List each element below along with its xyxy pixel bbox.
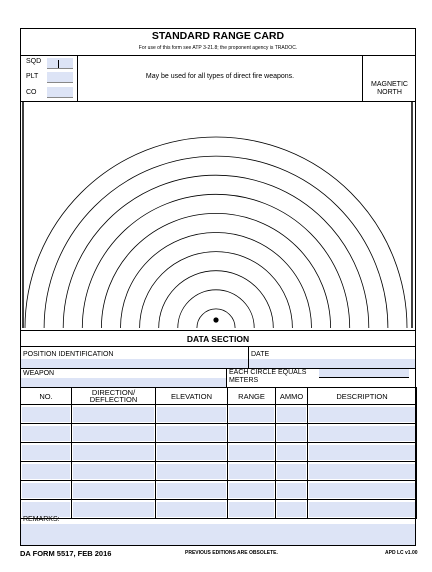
each-circle-field[interactable] <box>319 369 409 378</box>
magnetic-north-label <box>363 81 416 97</box>
cell-range[interactable] <box>228 443 276 462</box>
table-row <box>21 500 417 519</box>
each-circle-line2: METERS <box>229 377 259 384</box>
north-line1: MAGNETIC <box>371 81 408 88</box>
circle-divider <box>226 369 227 388</box>
cell-field[interactable] <box>73 502 154 517</box>
cell-field[interactable] <box>229 464 274 479</box>
remarks-label: REMARKS: <box>23 516 60 523</box>
cell-direction[interactable] <box>72 481 156 500</box>
co-label: CO <box>26 89 37 96</box>
north-line2: NORTH <box>377 89 402 96</box>
weapon-field[interactable] <box>21 378 226 387</box>
table-row <box>21 405 417 424</box>
remarks-field[interactable] <box>21 524 415 545</box>
cell-range[interactable] <box>228 500 276 519</box>
cell-field[interactable] <box>73 445 154 460</box>
cell-field[interactable] <box>73 483 154 498</box>
cell-description[interactable] <box>308 481 417 500</box>
cell-field[interactable] <box>22 464 70 479</box>
cell-no[interactable] <box>21 462 72 481</box>
range-rings-svg <box>20 102 416 330</box>
cell-field[interactable] <box>22 502 70 517</box>
cell-description[interactable] <box>308 443 417 462</box>
cell-elevation[interactable] <box>156 500 228 519</box>
table-row <box>21 443 417 462</box>
data-table <box>20 387 416 519</box>
date-field[interactable] <box>249 359 415 368</box>
cell-range[interactable] <box>228 405 276 424</box>
cell-field[interactable] <box>229 483 274 498</box>
cell-field[interactable] <box>309 483 415 498</box>
cell-field[interactable] <box>277 426 306 441</box>
cell-field[interactable] <box>277 483 306 498</box>
cell-ammo[interactable] <box>276 443 308 462</box>
table-row <box>21 481 417 500</box>
date-label: DATE <box>251 351 270 358</box>
cell-field[interactable] <box>157 464 226 479</box>
table-header-row <box>21 388 417 405</box>
cell-no[interactable] <box>21 443 72 462</box>
cell-field[interactable] <box>229 502 274 517</box>
col-elevation-header: ELEVATION <box>156 388 228 405</box>
cell-elevation[interactable] <box>156 462 228 481</box>
cell-range[interactable] <box>228 462 276 481</box>
footer-previous-editions: PREVIOUS EDITIONS ARE OBSOLETE. <box>185 550 278 556</box>
cell-direction[interactable] <box>72 424 156 443</box>
cell-field[interactable] <box>22 483 70 498</box>
table-body <box>21 405 417 519</box>
cell-field[interactable] <box>73 407 154 422</box>
each-circle-label <box>229 369 306 385</box>
cell-field[interactable] <box>157 407 226 422</box>
cell-ammo[interactable] <box>276 500 308 519</box>
position-id-label: POSITION IDENTIFICATION <box>23 351 114 358</box>
cell-field[interactable] <box>229 407 274 422</box>
cell-field[interactable] <box>157 426 226 441</box>
cell-ammo[interactable] <box>276 405 308 424</box>
form-title: STANDARD RANGE CARD <box>151 30 285 42</box>
cell-ammo[interactable] <box>276 462 308 481</box>
cell-direction[interactable] <box>72 405 156 424</box>
col-ammo-header: AMMO <box>276 388 308 405</box>
center-dot <box>213 317 218 322</box>
cell-description[interactable] <box>308 500 417 519</box>
cell-field[interactable] <box>73 426 154 441</box>
cell-field[interactable] <box>277 407 306 422</box>
table-row <box>21 424 417 443</box>
cell-direction[interactable] <box>72 462 156 481</box>
data-section-title: DATA SECTION <box>186 334 250 344</box>
cell-elevation[interactable] <box>156 424 228 443</box>
weapon-label: WEAPON <box>23 370 55 377</box>
plt-label: PLT <box>26 73 39 80</box>
cell-field[interactable] <box>277 464 306 479</box>
position-id-field[interactable] <box>21 359 248 368</box>
col-direction-header: DIRECTION/ DEFLECTION <box>72 388 156 405</box>
plt-field[interactable] <box>47 72 73 83</box>
range-ring-5 <box>121 233 312 328</box>
cell-no[interactable] <box>21 405 72 424</box>
col-range-header: RANGE <box>228 388 276 405</box>
cell-ammo[interactable] <box>276 481 308 500</box>
cell-field[interactable] <box>309 464 415 479</box>
cell-field[interactable] <box>157 483 226 498</box>
cell-description[interactable] <box>308 462 417 481</box>
col-description-header: DESCRIPTION <box>308 388 417 405</box>
cell-elevation[interactable] <box>156 405 228 424</box>
cell-field[interactable] <box>309 407 415 422</box>
table-row <box>21 462 417 481</box>
weapon-note: May be used for all types of direct fire weapons. <box>145 73 295 80</box>
co-field[interactable] <box>47 87 73 98</box>
sqd-cursor <box>58 60 59 68</box>
cell-elevation[interactable] <box>156 443 228 462</box>
cell-field[interactable] <box>22 407 70 422</box>
range-ring-9 <box>44 156 388 328</box>
each-circle-line1: EACH CIRCLE EQUALS <box>229 369 307 376</box>
cell-field[interactable] <box>73 464 154 479</box>
cell-field[interactable] <box>277 502 306 517</box>
cell-ammo[interactable] <box>276 424 308 443</box>
cell-field[interactable] <box>22 426 70 441</box>
cell-field[interactable] <box>277 445 306 460</box>
cell-field[interactable] <box>309 426 415 441</box>
cell-no[interactable] <box>21 481 72 500</box>
cell-no[interactable] <box>21 424 72 443</box>
footer-form-id: DA FORM 5517, FEB 2016 <box>20 549 112 558</box>
range-rings <box>25 137 407 328</box>
range-data-table <box>20 387 417 519</box>
cell-direction[interactable] <box>72 500 156 519</box>
cell-elevation[interactable] <box>156 481 228 500</box>
form-subtitle: For use of this form see ATP 3-21.8; the proponent agency is TRADOC. <box>138 45 298 51</box>
cell-field[interactable] <box>229 426 274 441</box>
cell-field[interactable] <box>157 445 226 460</box>
cell-range[interactable] <box>228 424 276 443</box>
sqd-field[interactable] <box>47 58 73 69</box>
range-diagram[interactable] <box>20 102 416 330</box>
cell-range[interactable] <box>228 481 276 500</box>
cell-field[interactable] <box>229 445 274 460</box>
footer-version: APD LC v1.00 <box>385 550 418 556</box>
cell-field[interactable] <box>309 445 415 460</box>
cell-description[interactable] <box>308 424 417 443</box>
cell-field[interactable] <box>22 445 70 460</box>
cell-direction[interactable] <box>72 443 156 462</box>
cell-description[interactable] <box>308 405 417 424</box>
sqd-label: SQD <box>26 58 42 65</box>
col-no-header: NO. <box>21 388 72 405</box>
cell-field[interactable] <box>157 502 226 517</box>
cell-field[interactable] <box>309 502 415 517</box>
